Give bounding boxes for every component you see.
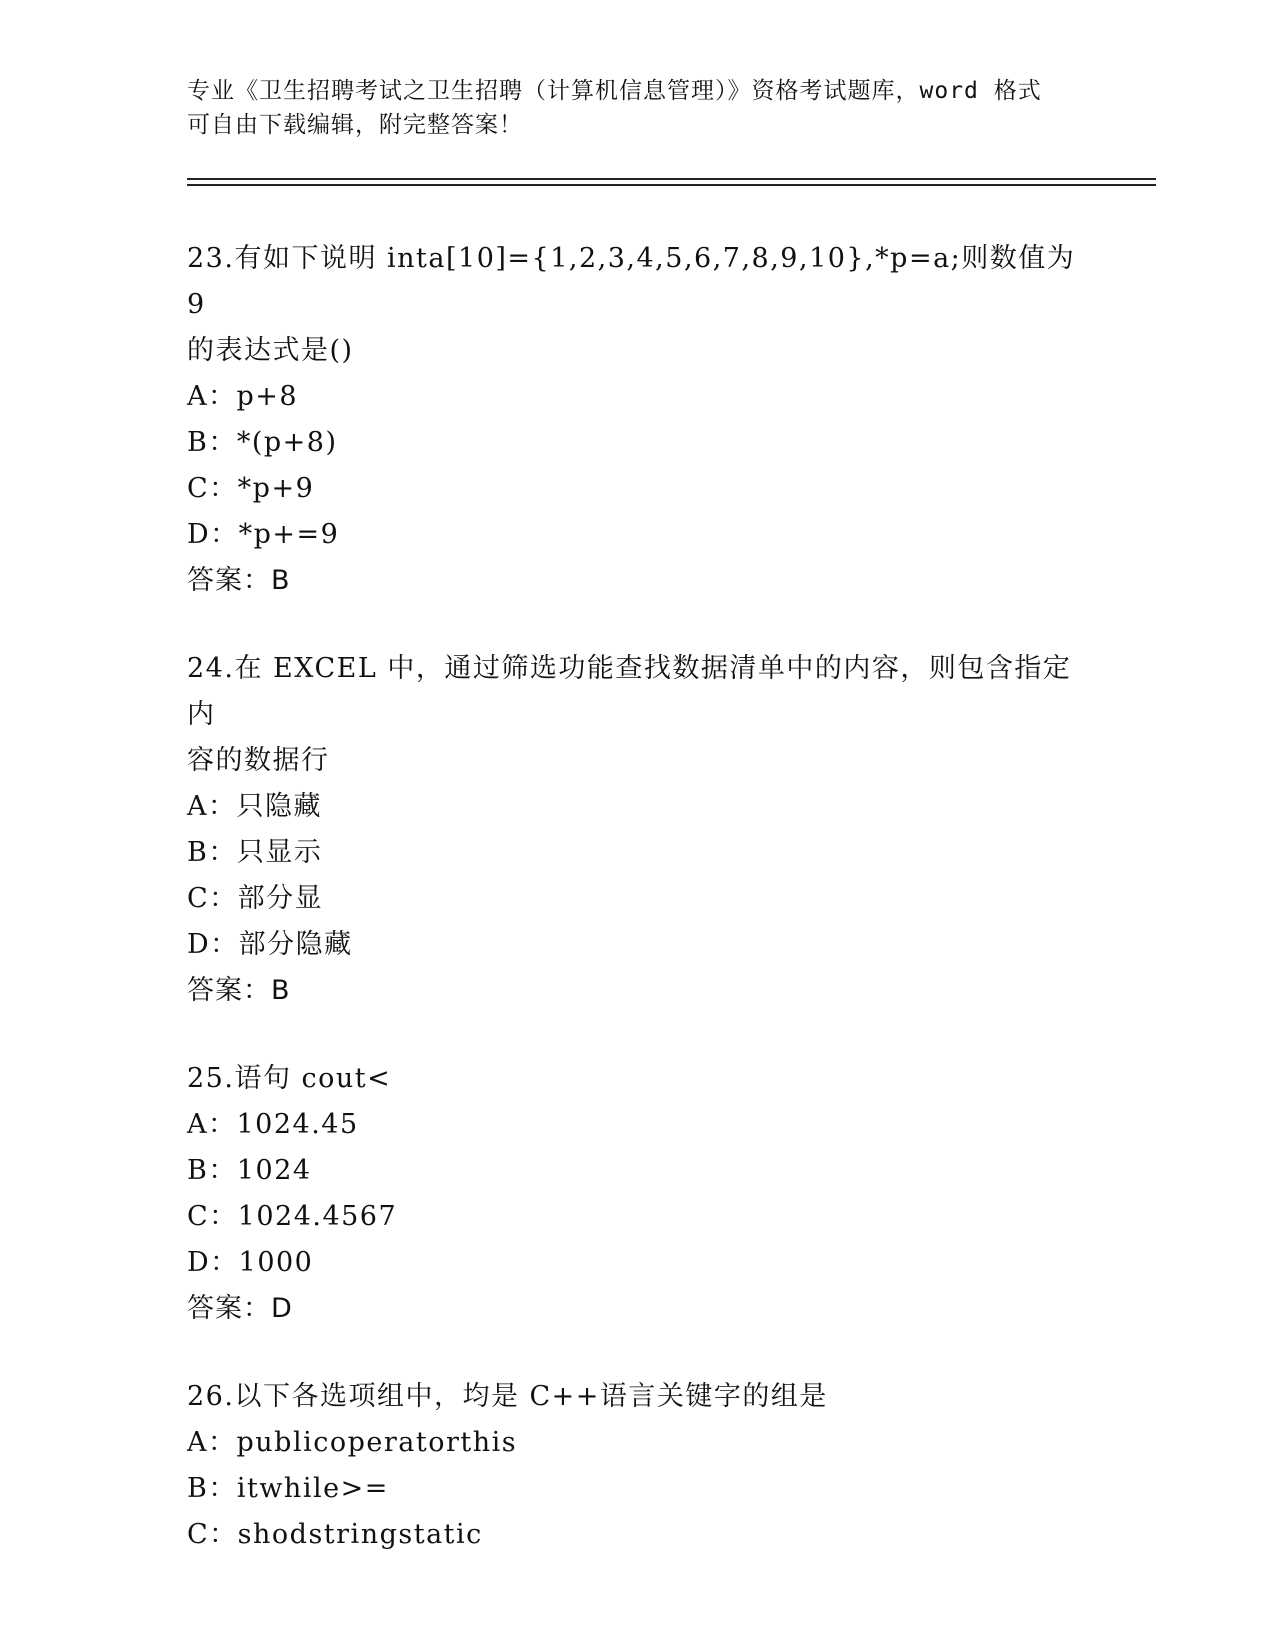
document-header bbox=[187, 74, 1087, 142]
header-divider-top bbox=[187, 178, 1156, 180]
option-c: C：部分显 bbox=[187, 883, 324, 914]
question-stem-line: 23.有如下说明 inta[10]={1,2,3,4,5,6,7,8,9,10},*p=a;则数值为 9 bbox=[187, 243, 1076, 320]
option-d: D：1000 bbox=[187, 1247, 314, 1278]
question-25 bbox=[187, 1056, 1087, 1332]
option-c: C：*p+9 bbox=[187, 473, 315, 504]
question-26 bbox=[187, 1374, 1087, 1558]
answer-label: 答案：B bbox=[187, 565, 291, 596]
header-line-2: 可自由下载编辑，附完整答案！ bbox=[187, 112, 523, 138]
question-23 bbox=[187, 236, 1087, 604]
option-a: A：1024.45 bbox=[187, 1109, 359, 1140]
header-line-1: 专业《卫生招聘考试之卫生招聘（计算机信息管理）》资格考试题库，word 格式 bbox=[187, 78, 1042, 104]
answer-label: 答案：D bbox=[187, 1293, 293, 1324]
header-divider-bottom bbox=[187, 184, 1156, 186]
option-d: D：部分隐藏 bbox=[187, 929, 353, 960]
option-a: A：只隐藏 bbox=[187, 791, 322, 822]
question-stem-line: 24.在 EXCEL 中，通过筛选功能查找数据清单中的内容，则包含指定内 bbox=[187, 653, 1072, 730]
option-b: B：itwhile>= bbox=[187, 1473, 389, 1504]
option-b: B：*(p+8) bbox=[187, 427, 338, 458]
question-stem-line: 的表达式是() bbox=[187, 335, 354, 366]
question-stem-line: 25.语句 cout< bbox=[187, 1063, 392, 1094]
question-24 bbox=[187, 646, 1087, 1014]
option-b: B：只显示 bbox=[187, 837, 323, 868]
option-b: B：1024 bbox=[187, 1155, 312, 1186]
question-list bbox=[187, 236, 1087, 1600]
question-stem-line: 容的数据行 bbox=[187, 745, 330, 776]
option-a: A：p+8 bbox=[187, 381, 299, 412]
question-stem-line: 26.以下各选项组中，均是 C++语言关键字的组是 bbox=[187, 1381, 828, 1412]
option-a: A：publicoperatorthis bbox=[187, 1427, 518, 1458]
option-d: D：*p+=9 bbox=[187, 519, 340, 550]
answer-label: 答案：B bbox=[187, 975, 291, 1006]
option-c: C：1024.4567 bbox=[187, 1201, 398, 1232]
option-c: C：shodstringstatic bbox=[187, 1519, 483, 1550]
